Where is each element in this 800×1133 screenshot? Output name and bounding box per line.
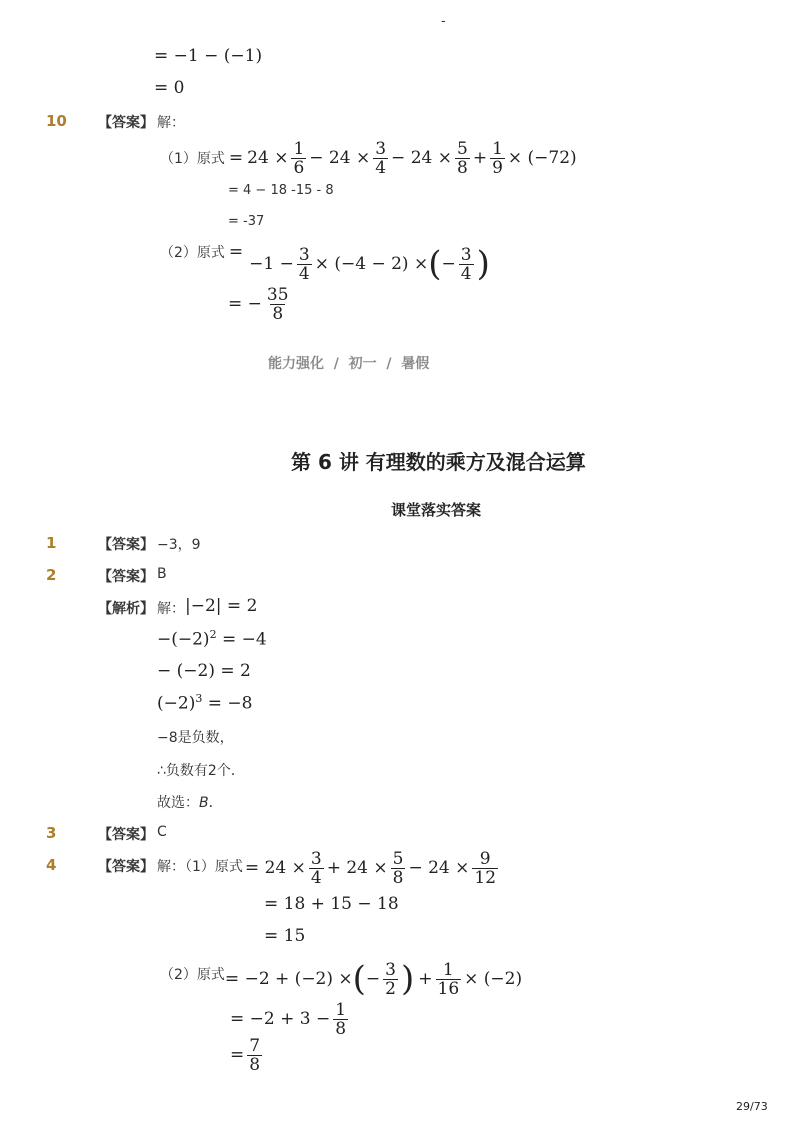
math-term: = − [228,294,262,314]
analysis-tag: 【解析】 [98,601,154,617]
math-term: = −2 + (−2) × [224,969,353,989]
q2-line-3: − (−2) = 2 [157,661,251,681]
math-term: = [230,1045,245,1065]
fraction: $\frac{35}{8}$ [266,284,289,324]
question-number-1: 1 [46,534,57,552]
right-paren: ) [476,244,490,284]
question-number-4: 4 [46,856,57,874]
fraction: $\frac{5}{8}$ [456,138,468,178]
q2-line-7: 故选：B． [157,795,223,811]
left-paren: ( [352,959,366,999]
question-number-10: 10 [46,112,67,130]
math-term: − 24 × [309,148,371,168]
answer-text: C [157,824,167,840]
equals: = [228,242,244,262]
part-label: （2）原式 [160,967,225,983]
q2-line-1: |−2| = 2 [185,596,258,616]
part-label: （1）原式 [160,151,225,167]
answer-text: B [157,566,167,582]
top-dash: - [441,14,446,29]
fraction: $\frac{7}{8}$ [249,1035,261,1075]
top-line-1: = −1 − (−1) [154,46,263,66]
answer-text: −3，9 [157,537,201,553]
math-term: − 24 × [408,858,470,878]
math-term: − 24 × [391,148,452,168]
fraction: $\frac{3}{4}$ [298,244,310,284]
math-term: + 24 × [326,858,388,878]
equals: = [228,148,244,168]
section-subtitle: 课堂落实答案 [391,501,482,519]
fraction: $\frac{9}{12}$ [474,848,497,888]
fraction: $\frac{3}{4}$ [310,848,322,888]
part-label: （2）原式 [160,245,225,261]
fraction: $\frac{3}{4}$ [460,244,472,284]
minus-sign: − [365,969,381,989]
q2-line-6: ∴负数有2个． [157,763,245,779]
answer-tag: 【答案】 [98,569,154,585]
minus-sign: − [441,254,456,274]
q10-part2-line1 [160,242,490,286]
math-term: + [418,969,433,989]
q4-part1-line1 [157,846,501,890]
q4-part1-line3: = 15 [264,926,306,946]
question-number-3: 3 [46,824,57,842]
solution-label: 解： [157,601,185,617]
page-number: 29/73 [736,1100,768,1113]
math-term: × (−72) [507,148,577,168]
fraction: $\frac{3}{2}$ [385,959,396,999]
q10-part2-line2 [228,284,294,324]
q10-part1-line3: = -37 [228,214,265,229]
math-term: × (−4 − 2) × [314,254,429,274]
lecture-title: 第 6 讲 有理数的乘方及混合运算 [291,450,586,474]
solution-label: 解： [157,115,185,131]
answer-tag: 【答案】 [98,827,154,843]
answer-tag: 【答案】 [98,537,154,553]
fraction: $\frac{1}{8}$ [335,999,347,1039]
math-term: −1 − [249,254,294,274]
fraction: $\frac{5}{8}$ [392,848,404,888]
part-label: 解：（1）原式 [157,859,243,875]
math-term: = −2 + 3 − [230,1009,331,1029]
q4-part1-line2: = 18 + 15 − 18 [264,894,399,914]
section-footer: 能力强化 / 初一 / 暑假 [268,356,430,372]
fraction: $\frac{1}{16}$ [437,959,460,999]
q10-part1-line1 [160,136,577,180]
q4-part2-line1 [160,956,522,1002]
math-term: × (−2) [464,969,523,989]
fraction: $\frac{1}{9}$ [492,138,503,178]
q2-line-5: −8是负数， [157,730,234,746]
q4-part2-line3 [230,1034,265,1076]
fraction: $\frac{3}{4}$ [375,138,387,178]
answer-tag: 【答案】 [98,115,154,131]
right-paren: ) [401,959,415,999]
fraction: $\frac{1}{6}$ [293,138,305,178]
top-line-2: = 0 [154,78,185,98]
q10-part1-line2: = 4 − 18 -15 - 8 [228,183,334,198]
math-term: = 24 × [244,858,306,878]
answer-tag: 【答案】 [98,859,154,875]
math-term: 24 × [247,148,289,168]
q2-line-4: $(-2)^3 = -8$ [157,692,253,714]
math-term: + [472,148,488,168]
question-number-2: 2 [46,566,57,584]
left-paren: ( [428,244,442,284]
q2-line-2: $-(-2)^2 = -4$ [157,628,267,650]
